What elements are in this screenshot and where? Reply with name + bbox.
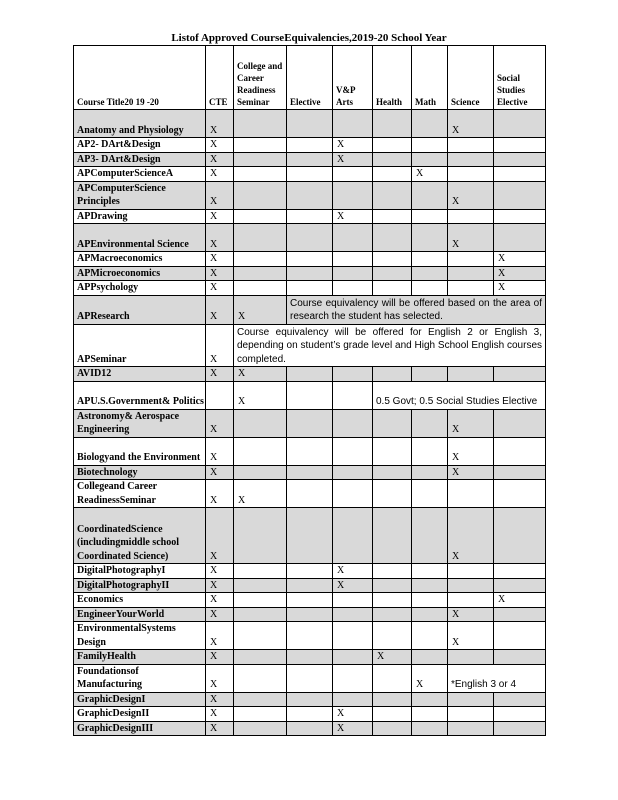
cell-ss bbox=[494, 209, 546, 224]
cell-cte: X bbox=[206, 437, 234, 465]
cell-vpa: X bbox=[333, 152, 373, 167]
cell-ss bbox=[494, 607, 546, 622]
cell-vpa: X bbox=[333, 138, 373, 153]
cell-ss bbox=[494, 167, 546, 182]
header-math: Math bbox=[412, 46, 448, 110]
header-ccr: College and Career Readiness Seminar bbox=[234, 46, 287, 110]
cell-health bbox=[373, 593, 412, 608]
course-title-cell: APComputerScienceA bbox=[74, 167, 206, 182]
cell-science bbox=[448, 167, 494, 182]
cell-ccr bbox=[234, 252, 287, 267]
cell-science bbox=[448, 138, 494, 153]
cell-elective bbox=[287, 578, 333, 593]
header-course-title: Course Title20 19 -20 bbox=[74, 46, 206, 110]
cell-health bbox=[373, 281, 412, 296]
cell-cte: X bbox=[206, 650, 234, 665]
cell-vpa bbox=[333, 266, 373, 281]
cell-elective bbox=[287, 564, 333, 579]
table-row bbox=[74, 622, 546, 650]
cell-health bbox=[373, 209, 412, 224]
cell-math bbox=[412, 508, 448, 564]
cell-cte: X bbox=[206, 721, 234, 736]
header-vpa: V&P Arts bbox=[333, 46, 373, 110]
cell-science bbox=[448, 152, 494, 167]
cell-vpa: X bbox=[333, 578, 373, 593]
table-row bbox=[74, 564, 546, 579]
course-title-cell: APMicroeconomics bbox=[74, 266, 206, 281]
header-row bbox=[74, 46, 546, 110]
table-row bbox=[74, 381, 546, 409]
cell-cte: X bbox=[206, 167, 234, 182]
cell-science bbox=[448, 209, 494, 224]
cell-vpa bbox=[333, 252, 373, 267]
cell-ss bbox=[494, 508, 546, 564]
cell-ccr bbox=[234, 664, 287, 692]
course-title-cell: APU.S.Government& Politics bbox=[74, 381, 206, 409]
table-row bbox=[74, 181, 546, 209]
cell-health bbox=[373, 692, 412, 707]
cell-elective bbox=[287, 252, 333, 267]
course-title-cell: APResearch bbox=[74, 295, 206, 324]
cell-math bbox=[412, 465, 448, 480]
cell-health bbox=[373, 622, 412, 650]
table-row bbox=[74, 252, 546, 267]
cell-vpa bbox=[333, 281, 373, 296]
cell-health bbox=[373, 110, 412, 138]
cell-elective bbox=[287, 721, 333, 736]
cell-health bbox=[373, 409, 412, 437]
cell-ss: X bbox=[494, 252, 546, 267]
cell-science: X bbox=[448, 409, 494, 437]
cell-elective bbox=[287, 664, 333, 692]
cell-math bbox=[412, 367, 448, 382]
cell-vpa: X bbox=[333, 564, 373, 579]
cell-science bbox=[448, 692, 494, 707]
cell-cte: X bbox=[206, 110, 234, 138]
course-title-cell: CoordinatedScience (includingmiddle school Coordinated Science) bbox=[74, 508, 206, 564]
course-title-cell: Anatomy and Physiology bbox=[74, 110, 206, 138]
cell-science bbox=[448, 281, 494, 296]
cell-science bbox=[448, 707, 494, 722]
cell-ccr bbox=[234, 578, 287, 593]
cell-math bbox=[412, 110, 448, 138]
page-title: Listof Approved CourseEquivalencies,2019-20 School Year bbox=[171, 32, 447, 44]
table-row bbox=[74, 266, 546, 281]
cell-cte: X bbox=[206, 564, 234, 579]
cell-math bbox=[412, 409, 448, 437]
cell-cte: X bbox=[206, 622, 234, 650]
cell-health bbox=[373, 508, 412, 564]
cell-ccr: X bbox=[234, 381, 287, 409]
course-title-cell: APPsychology bbox=[74, 281, 206, 296]
cell-vpa bbox=[333, 465, 373, 480]
cell-math bbox=[412, 564, 448, 579]
course-title-cell: Economics bbox=[74, 593, 206, 608]
cell-ss bbox=[494, 650, 546, 665]
equivalency-note: Course equivalency will be offered for English 2 or English 3, depending on student’s grade level and High School English courses completed. bbox=[234, 324, 546, 367]
cell-science: X bbox=[448, 607, 494, 622]
table-row bbox=[74, 437, 546, 465]
cell-math bbox=[412, 181, 448, 209]
cell-cte: X bbox=[206, 480, 234, 508]
cell-elective bbox=[287, 692, 333, 707]
cell-science bbox=[448, 266, 494, 281]
course-title-cell: Foundationsof Manufacturing bbox=[74, 664, 206, 692]
cell-vpa bbox=[333, 480, 373, 508]
cell-cte bbox=[206, 381, 234, 409]
cell-elective bbox=[287, 152, 333, 167]
cell-cte: X bbox=[206, 281, 234, 296]
cell-math bbox=[412, 707, 448, 722]
cell-science: X bbox=[448, 110, 494, 138]
cell-elective bbox=[287, 138, 333, 153]
cell-ss: X bbox=[494, 281, 546, 296]
cell-math bbox=[412, 209, 448, 224]
table-row bbox=[74, 692, 546, 707]
table-row bbox=[74, 480, 546, 508]
cell-cte: X bbox=[206, 664, 234, 692]
table-row bbox=[74, 508, 546, 564]
cell-vpa bbox=[333, 692, 373, 707]
cell-ccr bbox=[234, 181, 287, 209]
table-row bbox=[74, 295, 546, 324]
cell-ccr bbox=[234, 622, 287, 650]
table-row bbox=[74, 664, 546, 692]
cell-ccr bbox=[234, 437, 287, 465]
cell-cte: X bbox=[206, 707, 234, 722]
cell-cte: X bbox=[206, 465, 234, 480]
cell-vpa bbox=[333, 508, 373, 564]
cell-ccr bbox=[234, 707, 287, 722]
table-row bbox=[74, 721, 546, 736]
cell-science: X bbox=[448, 508, 494, 564]
course-title-cell: AVID12 bbox=[74, 367, 206, 382]
cell-ccr bbox=[234, 650, 287, 665]
cell-ccr bbox=[234, 593, 287, 608]
cell-health bbox=[373, 465, 412, 480]
cell-science: X bbox=[448, 465, 494, 480]
cell-ss: X bbox=[494, 266, 546, 281]
cell-math bbox=[412, 224, 448, 252]
course-title-cell: Astronomy& Aerospace Engineering bbox=[74, 409, 206, 437]
cell-math bbox=[412, 692, 448, 707]
cell-elective bbox=[287, 465, 333, 480]
cell-ss bbox=[494, 437, 546, 465]
cell-ccr bbox=[234, 167, 287, 182]
cell-ss bbox=[494, 622, 546, 650]
cell-vpa bbox=[333, 110, 373, 138]
course-title-cell: EngineerYourWorld bbox=[74, 607, 206, 622]
cell-vpa: X bbox=[333, 721, 373, 736]
cell-health bbox=[373, 664, 412, 692]
cell-cte: X bbox=[206, 593, 234, 608]
cell-ccr bbox=[234, 152, 287, 167]
table-row bbox=[74, 593, 546, 608]
table-row bbox=[74, 607, 546, 622]
cell-ccr bbox=[234, 692, 287, 707]
cell-ss bbox=[494, 721, 546, 736]
cell-elective bbox=[287, 266, 333, 281]
course-title-cell: Biotechnology bbox=[74, 465, 206, 480]
cell-health bbox=[373, 578, 412, 593]
cell-cte: X bbox=[206, 181, 234, 209]
course-title-cell: APDrawing bbox=[74, 209, 206, 224]
cell-science: X bbox=[448, 224, 494, 252]
cell-math bbox=[412, 650, 448, 665]
table-row bbox=[74, 167, 546, 182]
cell-science: X bbox=[448, 437, 494, 465]
cell-science bbox=[448, 480, 494, 508]
cell-vpa bbox=[333, 622, 373, 650]
cell-cte: X bbox=[206, 224, 234, 252]
cell-elective bbox=[287, 167, 333, 182]
cell-math bbox=[412, 622, 448, 650]
cell-science bbox=[448, 650, 494, 665]
course-title-cell: APMacroeconomics bbox=[74, 252, 206, 267]
cell-ccr: X bbox=[234, 480, 287, 508]
cell-ccr bbox=[234, 138, 287, 153]
table-row bbox=[74, 650, 546, 665]
cell-math bbox=[412, 266, 448, 281]
cell-ccr bbox=[234, 564, 287, 579]
cell-math: X bbox=[412, 167, 448, 182]
cell-elective bbox=[287, 607, 333, 622]
cell-vpa bbox=[333, 607, 373, 622]
cell-health bbox=[373, 437, 412, 465]
table-row bbox=[74, 224, 546, 252]
header-cte: CTE bbox=[206, 46, 234, 110]
equivalency-note: Course equivalency will be offered based on the area of research the student has selected. bbox=[287, 295, 546, 324]
header-social-studies: Social Studies Elective bbox=[494, 46, 546, 110]
header-science: Science bbox=[448, 46, 494, 110]
cell-elective bbox=[287, 209, 333, 224]
equivalency-note: 0.5 Govt; 0.5 Social Studies Elective bbox=[373, 381, 546, 409]
cell-cte: X bbox=[206, 252, 234, 267]
cell-cte: X bbox=[206, 607, 234, 622]
course-title-cell: Collegeand Career ReadinessSeminar bbox=[74, 480, 206, 508]
header-elective: Elective bbox=[287, 46, 333, 110]
cell-ss bbox=[494, 465, 546, 480]
cell-ss bbox=[494, 181, 546, 209]
table-row bbox=[74, 367, 546, 382]
course-title-cell: GraphicDesignIII bbox=[74, 721, 206, 736]
cell-science: X bbox=[448, 622, 494, 650]
cell-science bbox=[448, 367, 494, 382]
cell-elective bbox=[287, 381, 333, 409]
cell-ccr bbox=[234, 508, 287, 564]
cell-cte: X bbox=[206, 324, 234, 367]
cell-health bbox=[373, 564, 412, 579]
cell-ss bbox=[494, 224, 546, 252]
cell-science bbox=[448, 593, 494, 608]
table-row bbox=[74, 324, 546, 367]
cell-math bbox=[412, 437, 448, 465]
cell-health bbox=[373, 367, 412, 382]
cell-math bbox=[412, 480, 448, 508]
table-row bbox=[74, 209, 546, 224]
cell-elective bbox=[287, 593, 333, 608]
course-title-cell: APSeminar bbox=[74, 324, 206, 367]
cell-health bbox=[373, 266, 412, 281]
cell-cte: X bbox=[206, 138, 234, 153]
cell-health bbox=[373, 224, 412, 252]
cell-ccr bbox=[234, 281, 287, 296]
cell-health bbox=[373, 480, 412, 508]
cell-vpa bbox=[333, 409, 373, 437]
cell-math bbox=[412, 138, 448, 153]
cell-ss bbox=[494, 480, 546, 508]
cell-science bbox=[448, 252, 494, 267]
cell-science bbox=[448, 564, 494, 579]
cell-math bbox=[412, 252, 448, 267]
cell-math bbox=[412, 281, 448, 296]
cell-ccr bbox=[234, 721, 287, 736]
cell-cte: X bbox=[206, 578, 234, 593]
cell-health bbox=[373, 138, 412, 153]
table-row bbox=[74, 138, 546, 153]
course-equivalency-table bbox=[73, 45, 546, 736]
cell-cte: X bbox=[206, 266, 234, 281]
cell-math bbox=[412, 607, 448, 622]
course-title-cell: DigitalPhotographyII bbox=[74, 578, 206, 593]
cell-elective bbox=[287, 508, 333, 564]
cell-ss bbox=[494, 707, 546, 722]
course-title-cell: APEnvironmental Science bbox=[74, 224, 206, 252]
cell-elective bbox=[287, 281, 333, 296]
course-title-cell: EnvironmentalSystems Design bbox=[74, 622, 206, 650]
cell-ccr: X bbox=[234, 295, 287, 324]
cell-ss bbox=[494, 110, 546, 138]
cell-health bbox=[373, 167, 412, 182]
cell-vpa bbox=[333, 381, 373, 409]
cell-ccr bbox=[234, 224, 287, 252]
cell-science bbox=[448, 721, 494, 736]
cell-health bbox=[373, 152, 412, 167]
cell-ccr bbox=[234, 266, 287, 281]
cell-math bbox=[412, 593, 448, 608]
cell-science: X bbox=[448, 181, 494, 209]
cell-cte: X bbox=[206, 692, 234, 707]
cell-elective bbox=[287, 110, 333, 138]
cell-elective bbox=[287, 224, 333, 252]
cell-ss bbox=[494, 578, 546, 593]
course-title-cell: DigitalPhotographyI bbox=[74, 564, 206, 579]
cell-ss bbox=[494, 409, 546, 437]
cell-elective bbox=[287, 650, 333, 665]
cell-ss bbox=[494, 692, 546, 707]
course-title-cell: GraphicDesignI bbox=[74, 692, 206, 707]
cell-elective bbox=[287, 437, 333, 465]
cell-health: X bbox=[373, 650, 412, 665]
table-row bbox=[74, 465, 546, 480]
table-row bbox=[74, 409, 546, 437]
cell-vpa bbox=[333, 650, 373, 665]
cell-cte: X bbox=[206, 209, 234, 224]
cell-vpa bbox=[333, 664, 373, 692]
course-title-cell: GraphicDesignII bbox=[74, 707, 206, 722]
cell-vpa bbox=[333, 224, 373, 252]
cell-cte: X bbox=[206, 295, 234, 324]
cell-health bbox=[373, 607, 412, 622]
header-health: Health bbox=[373, 46, 412, 110]
cell-health bbox=[373, 707, 412, 722]
cell-vpa: X bbox=[333, 707, 373, 722]
course-title-cell: AP2- DArt&Design bbox=[74, 138, 206, 153]
equivalency-note: *English 3 or 4 bbox=[448, 664, 546, 692]
cell-vpa bbox=[333, 181, 373, 209]
cell-cte: X bbox=[206, 367, 234, 382]
cell-ss bbox=[494, 564, 546, 579]
cell-vpa: X bbox=[333, 209, 373, 224]
cell-ccr bbox=[234, 607, 287, 622]
cell-vpa bbox=[333, 437, 373, 465]
cell-ccr bbox=[234, 465, 287, 480]
cell-ss: X bbox=[494, 593, 546, 608]
table-row bbox=[74, 281, 546, 296]
cell-math bbox=[412, 578, 448, 593]
cell-ccr: X bbox=[234, 367, 287, 382]
cell-cte: X bbox=[206, 409, 234, 437]
cell-vpa bbox=[333, 167, 373, 182]
cell-health bbox=[373, 181, 412, 209]
cell-ss bbox=[494, 138, 546, 153]
cell-ccr bbox=[234, 409, 287, 437]
cell-cte: X bbox=[206, 152, 234, 167]
cell-elective bbox=[287, 480, 333, 508]
cell-elective bbox=[287, 622, 333, 650]
cell-math: X bbox=[412, 664, 448, 692]
course-title-cell: FamilyHealth bbox=[74, 650, 206, 665]
cell-health bbox=[373, 252, 412, 267]
cell-math bbox=[412, 152, 448, 167]
cell-math bbox=[412, 721, 448, 736]
table-row bbox=[74, 707, 546, 722]
table-row bbox=[74, 152, 546, 167]
cell-science bbox=[448, 578, 494, 593]
cell-elective bbox=[287, 367, 333, 382]
cell-ss bbox=[494, 152, 546, 167]
cell-elective bbox=[287, 707, 333, 722]
cell-cte: X bbox=[206, 508, 234, 564]
table-row bbox=[74, 578, 546, 593]
course-title-cell: APComputerScience Principles bbox=[74, 181, 206, 209]
cell-ss bbox=[494, 367, 546, 382]
cell-elective bbox=[287, 409, 333, 437]
table-row bbox=[74, 110, 546, 138]
cell-ccr bbox=[234, 110, 287, 138]
cell-ccr bbox=[234, 209, 287, 224]
cell-elective bbox=[287, 181, 333, 209]
cell-health bbox=[373, 721, 412, 736]
cell-vpa bbox=[333, 593, 373, 608]
course-title-cell: Biologyand the Environment bbox=[74, 437, 206, 465]
course-title-cell: AP3- DArt&Design bbox=[74, 152, 206, 167]
cell-vpa bbox=[333, 367, 373, 382]
